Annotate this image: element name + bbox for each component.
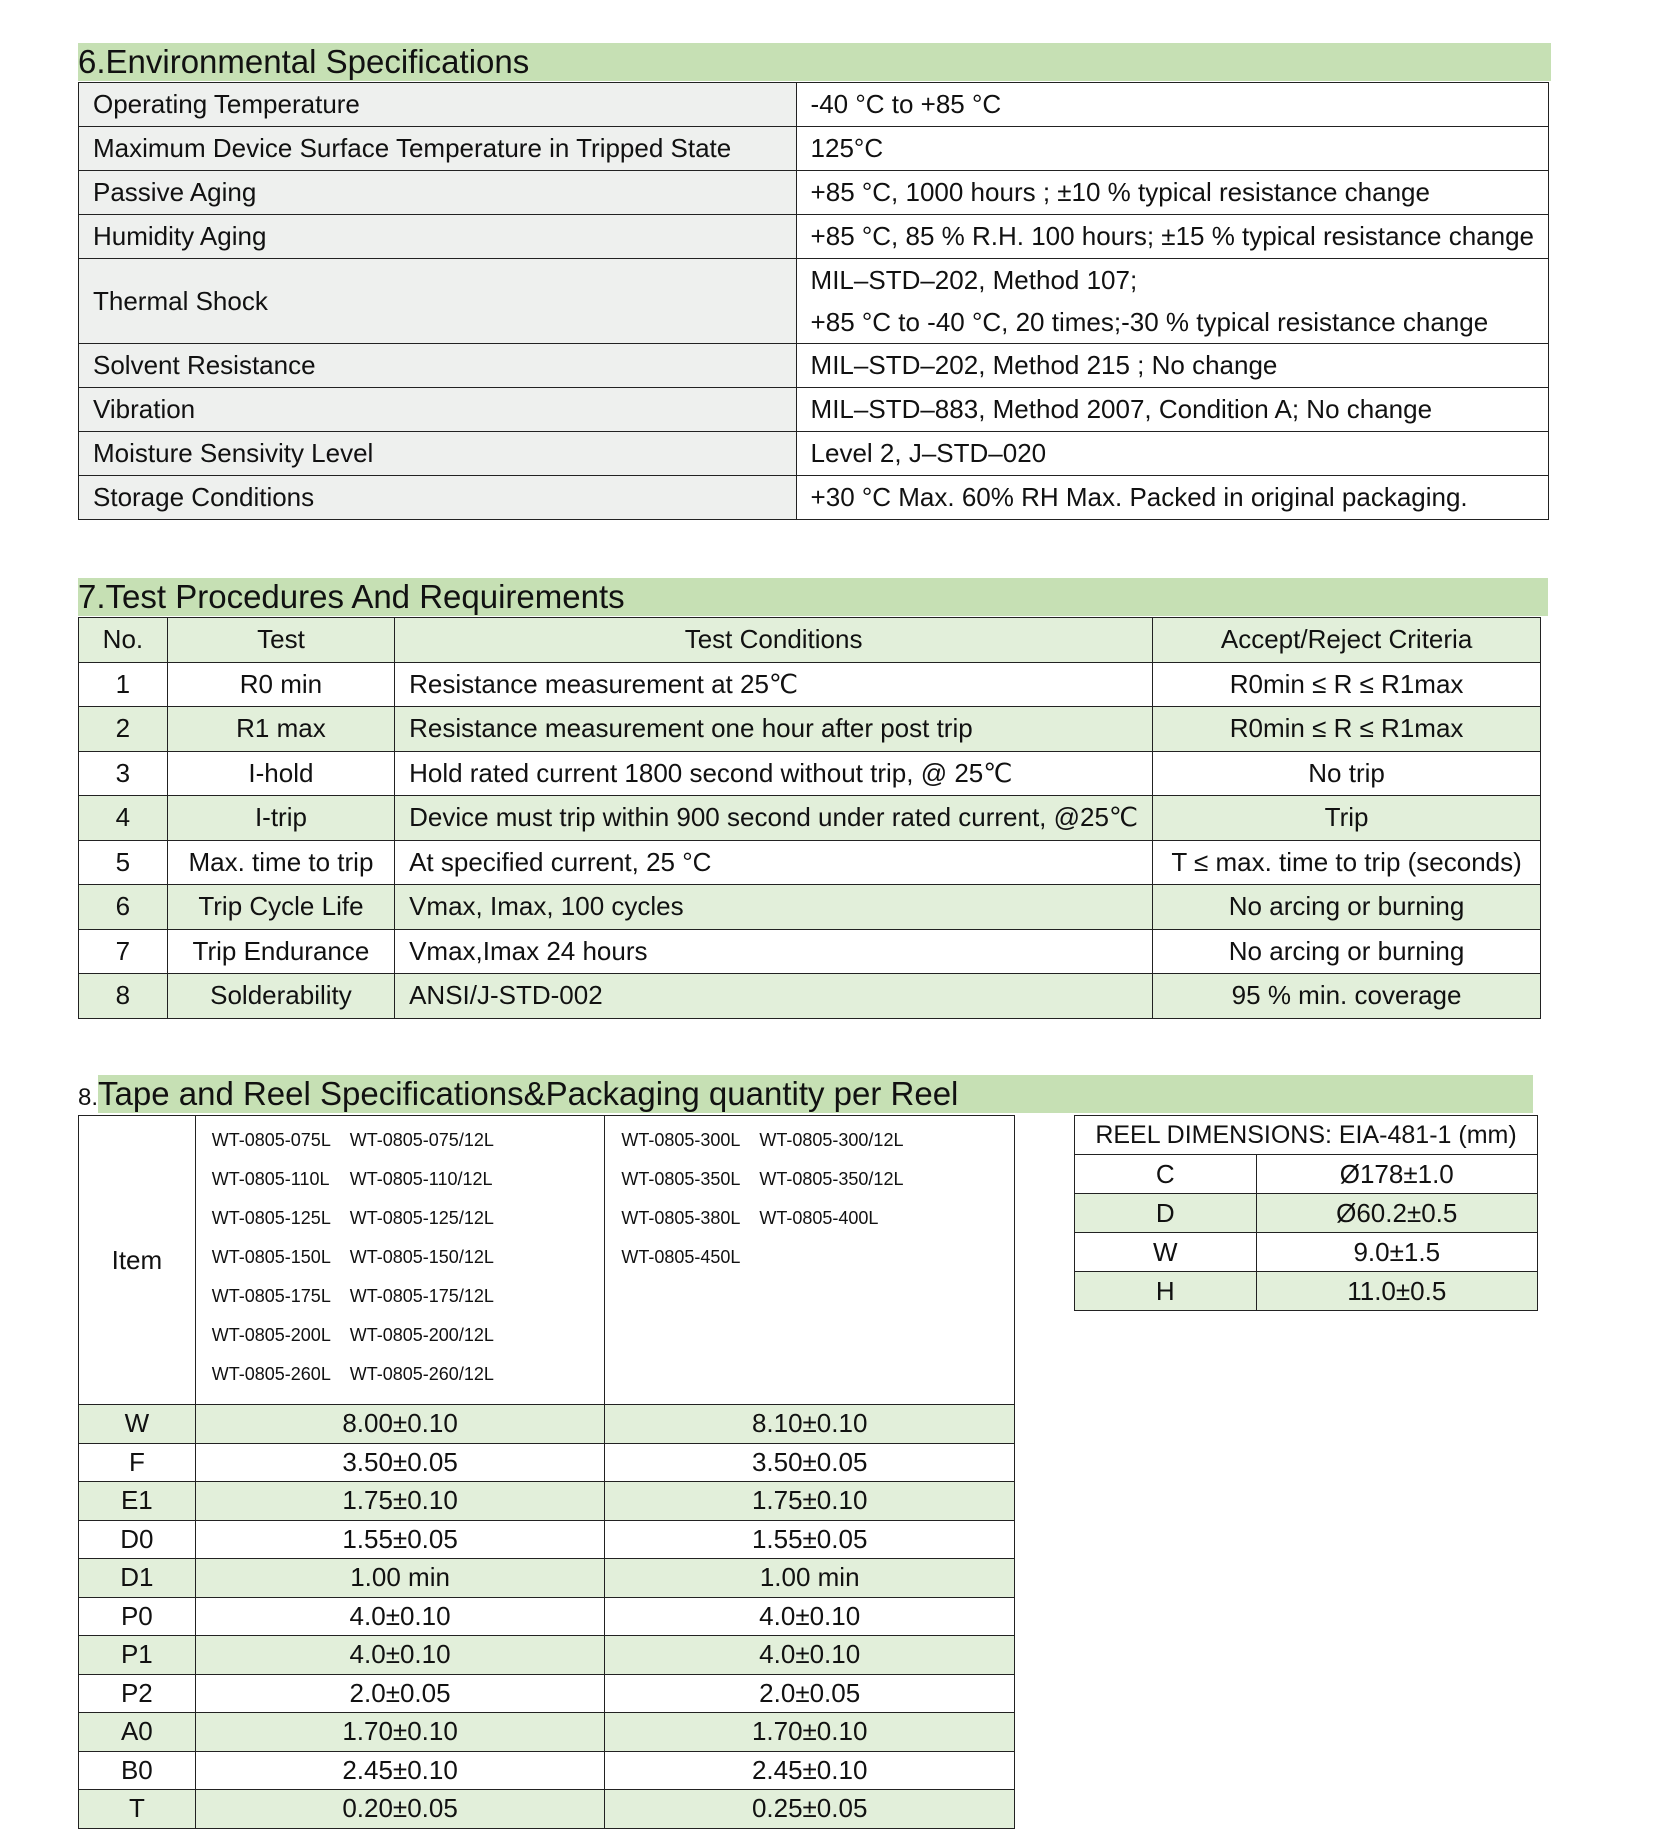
- tests-cell: R0min ≤ R ≤ R1max: [1153, 707, 1541, 752]
- tape-section-number: 8.: [78, 1084, 99, 1111]
- tests-section-title: 7.Test Procedures And Requirements: [78, 578, 1548, 616]
- tape-cell: 2.0±0.05: [195, 1674, 605, 1713]
- env-key: Maximum Device Surface Temperature in Tripped State: [79, 127, 797, 171]
- part-number: WT-0805-200L: [211, 1325, 331, 1345]
- tests-cell: Device must trip within 900 second under rated current, @25℃: [395, 796, 1153, 841]
- tape-cell: 1.55±0.05: [195, 1520, 605, 1559]
- env-row: [79, 388, 1549, 432]
- reel-cell: Ø178±1.0: [1256, 1155, 1538, 1194]
- tape-cell: 3.50±0.05: [605, 1443, 1015, 1482]
- env-row: [79, 344, 1549, 388]
- tape-cell: 8.00±0.10: [195, 1405, 605, 1444]
- part-number: WT-0805-400L: [759, 1208, 879, 1228]
- tests-cell: Trip: [1153, 796, 1541, 841]
- tests-cell: R0 min: [167, 662, 394, 707]
- part-row: [212, 1282, 605, 1321]
- tape-cell: 1.00 min: [195, 1559, 605, 1598]
- reel-header: REEL DIMENSIONS: EIA-481-1 (mm): [1075, 1116, 1538, 1155]
- env-value: MIL–STD–883, Method 2007, Condition A; No change: [796, 388, 1548, 432]
- tape-row: [79, 1405, 1015, 1444]
- tape-section-title: [78, 1075, 1536, 1117]
- tests-row: [79, 751, 1541, 796]
- part-number: WT-0805-075/12L: [349, 1130, 494, 1150]
- tests-cell: 2: [79, 707, 168, 752]
- tests-cell: Vmax, Imax, 100 cycles: [395, 885, 1153, 930]
- env-row: [79, 127, 1549, 171]
- env-row: [79, 171, 1549, 215]
- tests-cell: 6: [79, 885, 168, 930]
- tape-cell: 4.0±0.10: [195, 1597, 605, 1636]
- tape-cell: 2.45±0.10: [605, 1751, 1015, 1790]
- reel-cell: H: [1075, 1272, 1257, 1311]
- tape-row: [79, 1520, 1015, 1559]
- env-value: [796, 259, 1548, 344]
- part-number: WT-0805-150L: [211, 1247, 331, 1267]
- tape-cell: 2.45±0.10: [195, 1751, 605, 1790]
- reel-cell: W: [1075, 1233, 1257, 1272]
- tape-cell: 0.25±0.05: [605, 1790, 1015, 1829]
- tape-spec-table: [78, 1115, 1015, 1829]
- env-key: Vibration: [79, 388, 797, 432]
- part-number: WT-0805-450L: [621, 1247, 741, 1267]
- tape-cell: 2.0±0.05: [605, 1674, 1015, 1713]
- part-number: WT-0805-300/12L: [759, 1130, 904, 1150]
- env-key: Storage Conditions: [79, 476, 797, 520]
- reel-cell: D: [1075, 1194, 1257, 1233]
- test-procedures-table: [78, 617, 1541, 1019]
- env-row: [79, 259, 1549, 344]
- tests-cell: Resistance measurement one hour after post trip: [395, 707, 1153, 752]
- env-spec-table: [78, 82, 1549, 520]
- tape-cell: 4.0±0.10: [605, 1597, 1015, 1636]
- env-value: +85 °C, 85 % R.H. 100 hours; ±15 % typical resistance change: [796, 215, 1548, 259]
- tests-cell: 4: [79, 796, 168, 841]
- tape-cell: D1: [79, 1559, 196, 1598]
- tape-row: [79, 1482, 1015, 1521]
- part-number: WT-0805-350L: [621, 1169, 741, 1189]
- part-row: [621, 1243, 1014, 1282]
- tape-cell: F: [79, 1443, 196, 1482]
- env-value: -40 °C to +85 °C: [796, 83, 1548, 127]
- env-value: MIL–STD–202, Method 215 ; No change: [796, 344, 1548, 388]
- tests-cell: 7: [79, 929, 168, 974]
- part-number: WT-0805-150/12L: [349, 1247, 494, 1267]
- tests-row: [79, 974, 1541, 1019]
- part-number: WT-0805-260/12L: [349, 1364, 494, 1384]
- part-row: [621, 1204, 1014, 1243]
- part-number: WT-0805-125L: [211, 1208, 331, 1228]
- tests-cell: At specified current, 25 °C: [395, 840, 1153, 885]
- tape-cell: 4.0±0.10: [195, 1636, 605, 1675]
- tests-cell: I-hold: [167, 751, 394, 796]
- part-row: [212, 1321, 605, 1360]
- part-row: [212, 1204, 605, 1243]
- env-key: Solvent Resistance: [79, 344, 797, 388]
- tape-cell: T: [79, 1790, 196, 1829]
- tape-cell: 0.20±0.05: [195, 1790, 605, 1829]
- tests-header-cell: Test Conditions: [395, 618, 1153, 663]
- tape-row: [79, 1443, 1015, 1482]
- tape-cell: B0: [79, 1751, 196, 1790]
- tape-cell: 1.75±0.10: [605, 1482, 1015, 1521]
- env-row: [79, 476, 1549, 520]
- tape-cell: 1.00 min: [605, 1559, 1015, 1598]
- env-value: +85 °C, 1000 hours ; ±10 % typical resistance change: [796, 171, 1548, 215]
- reel-cell: C: [1075, 1155, 1257, 1194]
- tape-cell: 1.75±0.10: [195, 1482, 605, 1521]
- tests-cell: Vmax,Imax 24 hours: [395, 929, 1153, 974]
- env-value: +30 °C Max. 60% RH Max. Packed in original packaging.: [796, 476, 1548, 520]
- env-section-title: 6.Environmental Specifications: [78, 43, 1551, 81]
- tests-cell: Resistance measurement at 25℃: [395, 662, 1153, 707]
- env-key: Humidity Aging: [79, 215, 797, 259]
- reel-cell: 11.0±0.5: [1256, 1272, 1538, 1311]
- tests-cell: 95 % min. coverage: [1153, 974, 1541, 1019]
- tape-cell: 1.70±0.10: [605, 1713, 1015, 1752]
- tape-cell: E1: [79, 1482, 196, 1521]
- tests-cell: 3: [79, 751, 168, 796]
- tape-cell: D0: [79, 1520, 196, 1559]
- part-number: WT-0805-075L: [211, 1130, 331, 1150]
- tests-cell: Trip Cycle Life: [167, 885, 394, 930]
- part-number: WT-0805-175/12L: [349, 1286, 494, 1306]
- tests-cell: 8: [79, 974, 168, 1019]
- tape-row: [79, 1559, 1015, 1598]
- part-number: WT-0805-350/12L: [759, 1169, 904, 1189]
- tape-row: [79, 1713, 1015, 1752]
- env-value: Level 2, J–STD–020: [796, 432, 1548, 476]
- tape-cell: P1: [79, 1636, 196, 1675]
- tests-cell: T ≤ max. time to trip (seconds): [1153, 840, 1541, 885]
- tests-row: [79, 929, 1541, 974]
- tape-item-row: [79, 1116, 1015, 1405]
- part-row: [212, 1360, 605, 1399]
- tests-header-cell: Test: [167, 618, 394, 663]
- tests-cell: No arcing or burning: [1153, 885, 1541, 930]
- tests-row: [79, 707, 1541, 752]
- tape-section-title-text: Tape and Reel Specifications&Packaging quantity per Reel: [98, 1075, 1533, 1113]
- part-group-1: [195, 1116, 605, 1405]
- env-row: [79, 83, 1549, 127]
- part-group-2: [605, 1116, 1015, 1405]
- tape-cell: P2: [79, 1674, 196, 1713]
- tape-row: [79, 1790, 1015, 1829]
- tests-row: [79, 840, 1541, 885]
- part-number: WT-0805-175L: [211, 1286, 331, 1306]
- reel-row: [1075, 1194, 1538, 1233]
- tests-cell: Hold rated current 1800 second without trip, @ 25℃: [395, 751, 1153, 796]
- tests-cell: ANSI/J-STD-002: [395, 974, 1153, 1019]
- reel-cell: Ø60.2±0.5: [1256, 1194, 1538, 1233]
- env-value-line: MIL–STD–202, Method 107;: [810, 265, 1138, 295]
- tape-cell: 8.10±0.10: [605, 1405, 1015, 1444]
- tests-cell: Max. time to trip: [167, 840, 394, 885]
- tape-cell: 4.0±0.10: [605, 1636, 1015, 1675]
- part-row: [621, 1126, 1014, 1165]
- part-row: [212, 1165, 605, 1204]
- env-key: Moisture Sensivity Level: [79, 432, 797, 476]
- tests-cell: No trip: [1153, 751, 1541, 796]
- tape-cell: W: [79, 1405, 196, 1444]
- env-row: [79, 432, 1549, 476]
- part-number: WT-0805-300L: [621, 1130, 741, 1150]
- env-key: Thermal Shock: [79, 259, 797, 344]
- tests-cell: Solderability: [167, 974, 394, 1019]
- part-number: WT-0805-200/12L: [349, 1325, 494, 1345]
- tests-header-row: [79, 618, 1541, 663]
- tests-header-cell: Accept/Reject Criteria: [1153, 618, 1541, 663]
- tape-row: [79, 1751, 1015, 1790]
- tests-cell: No arcing or burning: [1153, 929, 1541, 974]
- reel-row: [1075, 1233, 1538, 1272]
- part-number: WT-0805-125/12L: [349, 1208, 494, 1228]
- part-row: [212, 1243, 605, 1282]
- env-value: 125°C: [796, 127, 1548, 171]
- part-row: [621, 1165, 1014, 1204]
- part-number: WT-0805-260L: [211, 1364, 331, 1384]
- tests-cell: I-trip: [167, 796, 394, 841]
- item-label: Item: [79, 1116, 196, 1405]
- env-key: Operating Temperature: [79, 83, 797, 127]
- tests-row: [79, 662, 1541, 707]
- tests-cell: R0min ≤ R ≤ R1max: [1153, 662, 1541, 707]
- tape-row: [79, 1674, 1015, 1713]
- tests-header-cell: No.: [79, 618, 168, 663]
- tests-row: [79, 885, 1541, 930]
- reel-row: [1075, 1155, 1538, 1194]
- env-value-line: +85 °C to -40 °C, 20 times;-30 % typical resistance change: [810, 307, 1489, 337]
- tests-row: [79, 796, 1541, 841]
- tests-cell: Trip Endurance: [167, 929, 394, 974]
- reel-row: [1075, 1272, 1538, 1311]
- part-number: WT-0805-110/12L: [349, 1169, 493, 1189]
- tape-row: [79, 1636, 1015, 1675]
- tape-cell: 1.70±0.10: [195, 1713, 605, 1752]
- tests-cell: 5: [79, 840, 168, 885]
- part-number: WT-0805-380L: [621, 1208, 741, 1228]
- env-row: [79, 215, 1549, 259]
- part-row: [212, 1126, 605, 1165]
- tape-cell: P0: [79, 1597, 196, 1636]
- reel-dimensions-table: [1074, 1115, 1538, 1311]
- tape-cell: A0: [79, 1713, 196, 1752]
- reel-cell: 9.0±1.5: [1256, 1233, 1538, 1272]
- tests-cell: R1 max: [167, 707, 394, 752]
- env-key: Passive Aging: [79, 171, 797, 215]
- tape-cell: 1.55±0.05: [605, 1520, 1015, 1559]
- part-number: WT-0805-110L: [211, 1169, 330, 1189]
- tape-cell: 3.50±0.05: [195, 1443, 605, 1482]
- tests-cell: 1: [79, 662, 168, 707]
- tape-row: [79, 1597, 1015, 1636]
